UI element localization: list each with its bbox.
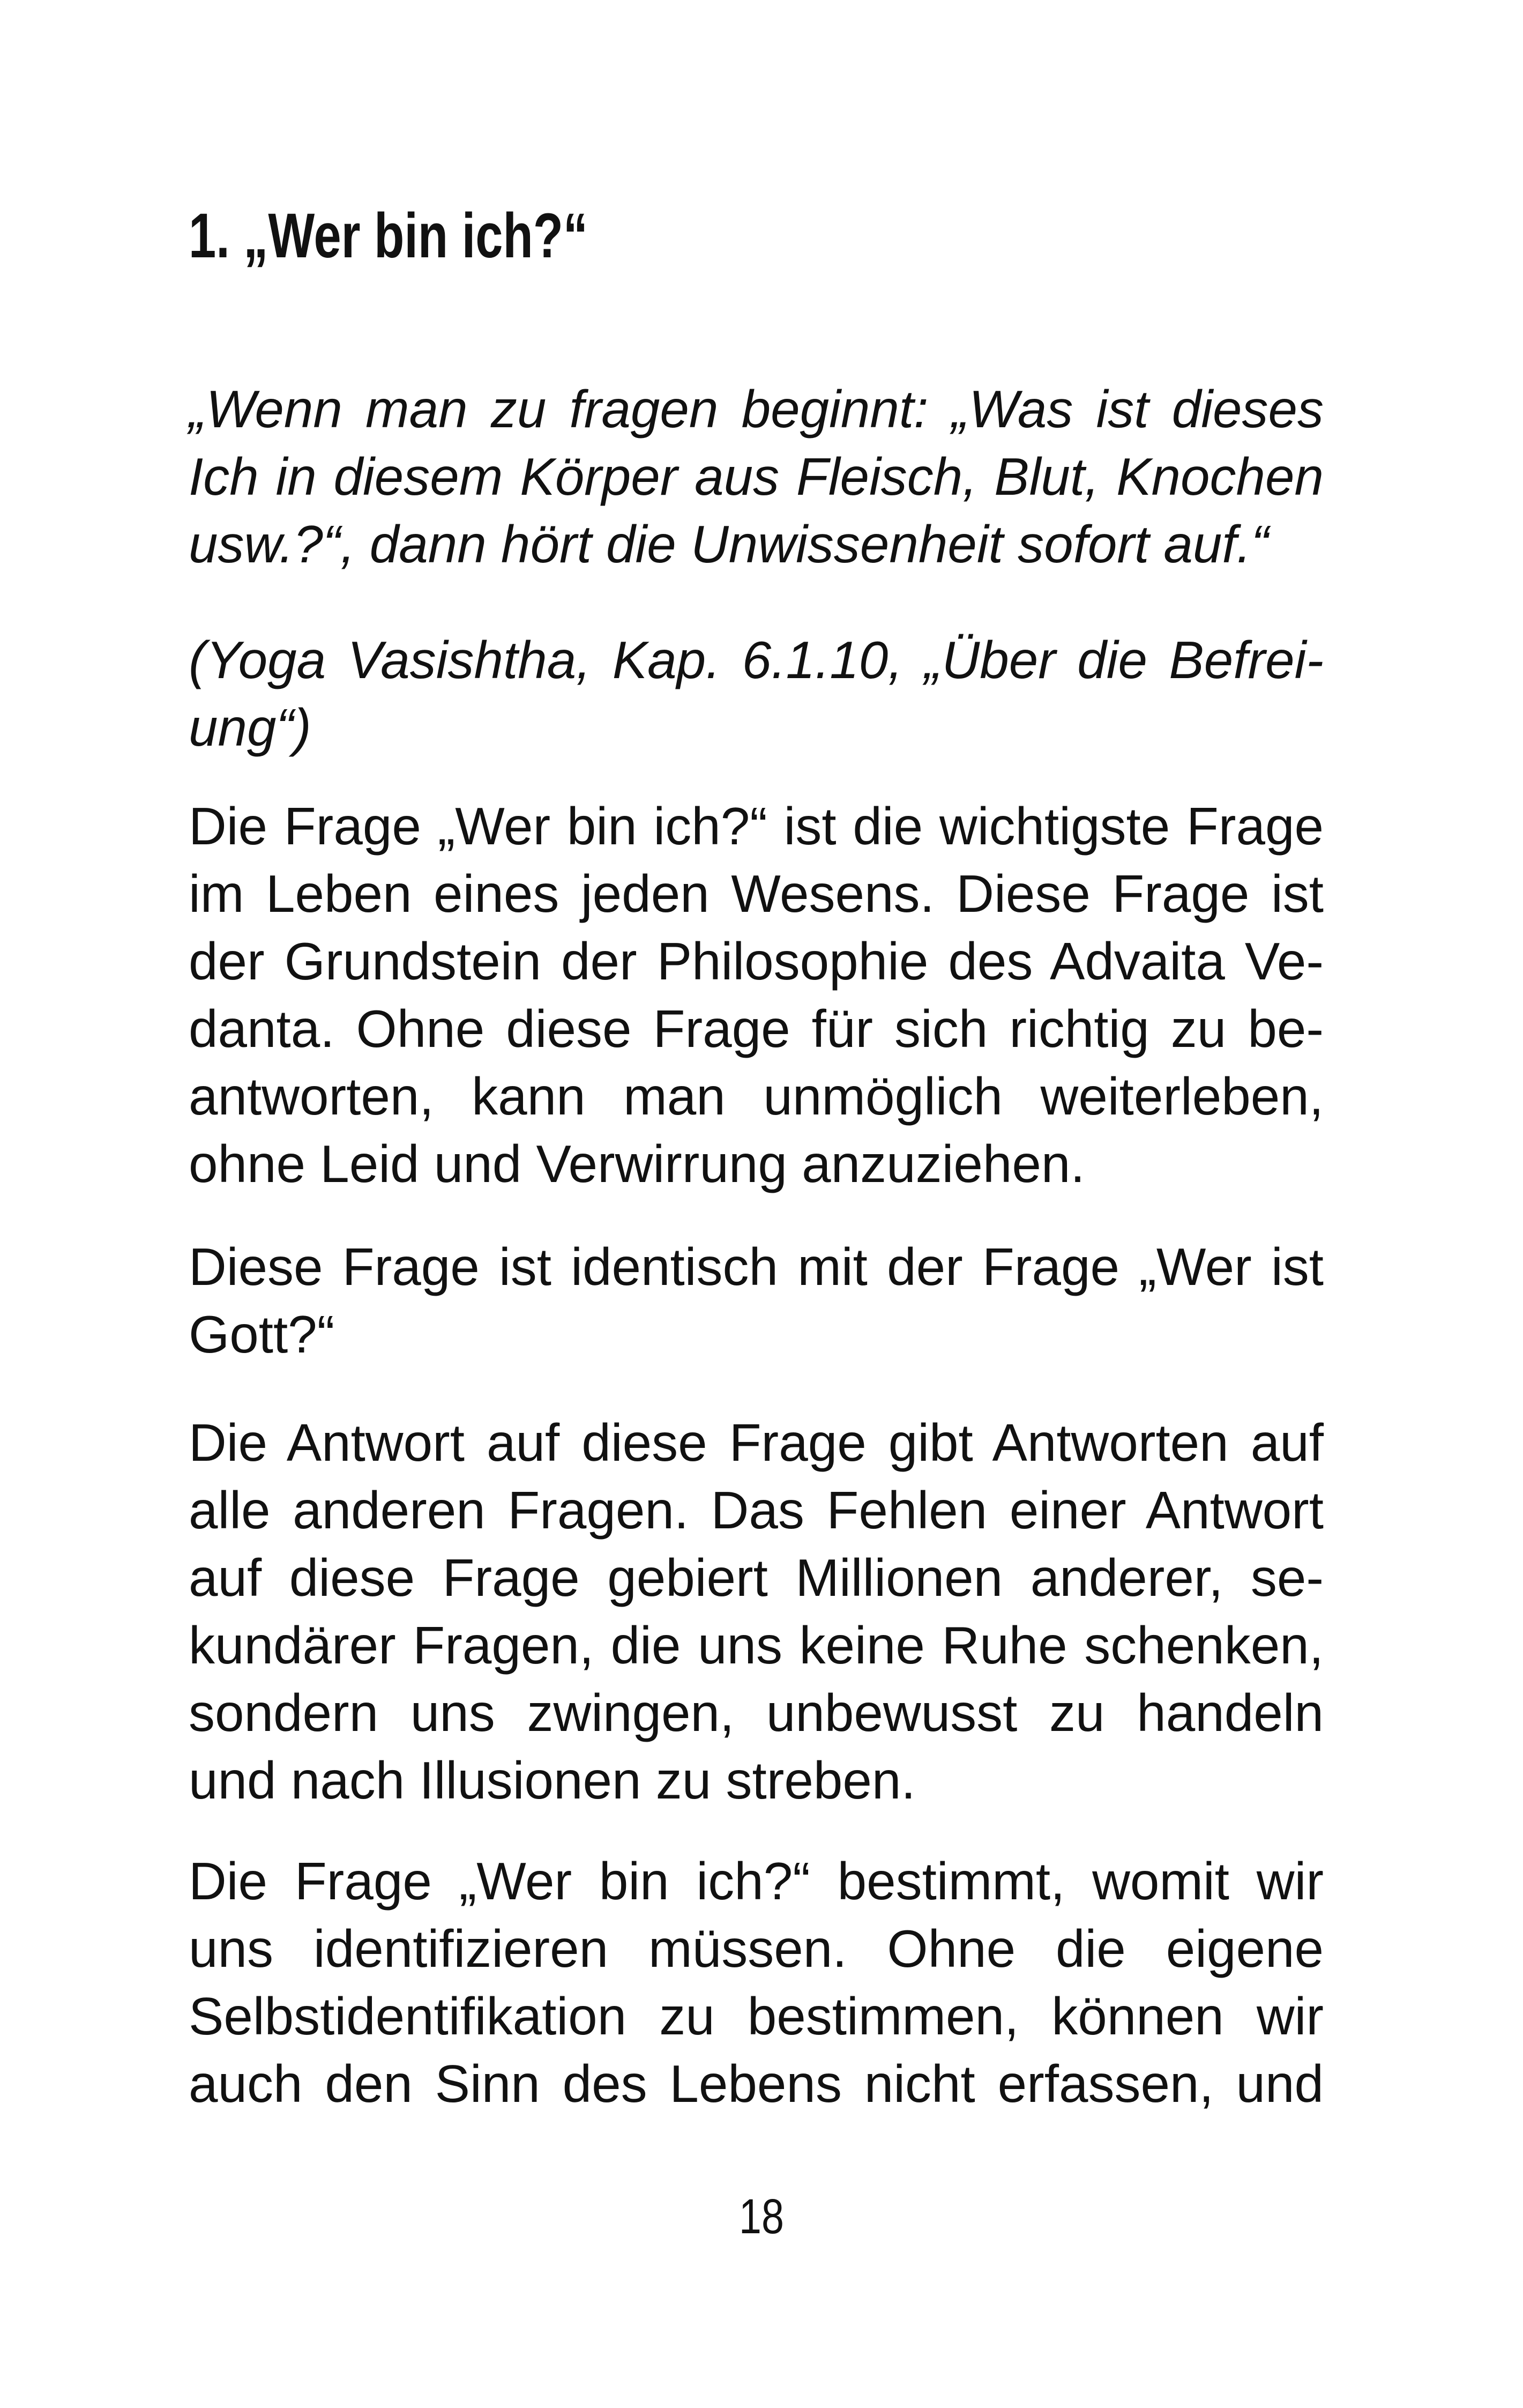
epigraph-source	[189, 626, 1324, 761]
epigraph-quote	[189, 375, 1324, 578]
paragraph-line: Diese Frage ist identisch mit der Frage „Wer ist	[189, 1237, 1324, 1296]
paragraph-line: antworten, kann man unmöglich weiterleben,	[189, 1067, 1324, 1126]
quote-line: Ich in diesem Körper aus Fleisch, Blut, Knochen	[189, 447, 1324, 506]
paragraph-line: auf diese Frage gebiert Millionen anderer, se-	[189, 1548, 1324, 1607]
paragraph-line: Die Frage „Wer bin ich?“ ist die wichtigste Frage	[189, 797, 1324, 856]
paragraph-line: Gott?“	[189, 1305, 335, 1364]
paragraph-line: ohne Leid und Verwirrung anzuziehen.	[189, 1134, 1085, 1193]
paragraph-2	[189, 1233, 1324, 1368]
paragraph-line: auch den Sinn des Lebens nicht erfassen, und	[189, 2054, 1324, 2113]
paragraph-4	[189, 1847, 1324, 2117]
paragraph-line: kundärer Fragen, die uns keine Ruhe schenken,	[189, 1616, 1324, 1675]
paragraph-line: im Leben eines jeden Wesens. Diese Frage ist	[189, 864, 1324, 923]
paragraph-line: uns identifizieren müssen. Ohne die eigene	[189, 1919, 1324, 1978]
paragraph-line: alle anderen Fragen. Das Fehlen einer Antwort	[189, 1481, 1324, 1540]
paragraph-line: der Grundstein der Philosophie des Advaita Ve-	[189, 932, 1324, 991]
paragraph-line: Die Frage „Wer bin ich?“ bestimmt, womit wir	[189, 1852, 1324, 1911]
chapter-heading: 1. „Wer bin ich?“	[189, 200, 588, 271]
paragraph-line: Die Antwort auf diese Frage gibt Antworten auf	[189, 1413, 1324, 1472]
paragraph-3	[189, 1409, 1324, 1814]
paragraph-line: sondern uns zwingen, unbewusst zu handeln	[189, 1683, 1324, 1742]
paragraph-line: Selbstidentifikation zu bestimmen, können wir	[189, 1987, 1324, 2046]
source-line: (Yoga Vasishtha, Kap. 6.1.10, „Über die Befrei-	[189, 630, 1324, 689]
source-line: ung“)	[189, 698, 311, 757]
quote-line: „Wenn man zu fragen beginnt: „Was ist dieses	[189, 380, 1324, 439]
paragraph-line: und nach Illusionen zu streben.	[189, 1751, 916, 1810]
paragraph-line: danta. Ohne diese Frage für sich richtig zu be-	[189, 999, 1324, 1058]
paragraph-1	[189, 792, 1324, 1198]
page-number: 18	[739, 2189, 784, 2244]
quote-line: usw.?“, dann hört die Unwissenheit sofort auf.“	[189, 515, 1269, 574]
